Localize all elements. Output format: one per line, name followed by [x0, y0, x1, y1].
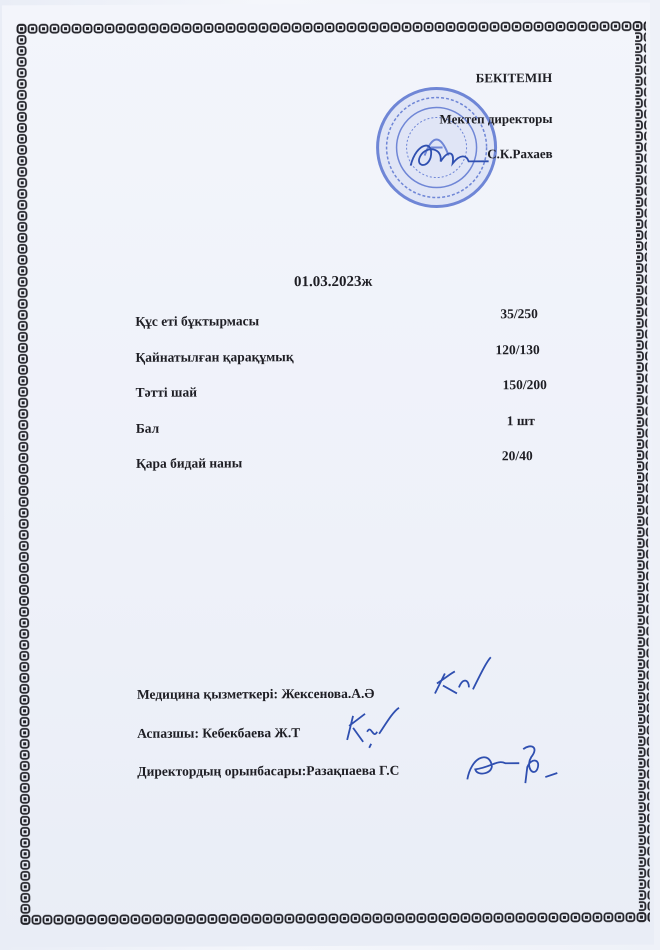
medical-signature [429, 653, 501, 699]
menu-portion: 120/130 [495, 342, 540, 358]
menu-portion: 20/40 [501, 448, 533, 464]
approval-block [439, 71, 552, 160]
menu-portion: 35/250 [500, 306, 538, 322]
menu-portion: 1 шт [506, 413, 535, 429]
menu-dish: Құс еті бұктырмасы [135, 313, 260, 329]
menu-dish: Қара бидай наны [135, 455, 243, 471]
deputy-director-signature [461, 737, 561, 787]
document-sheet [2, 3, 654, 948]
menu-dish: Қайнатылған қарақұмық [135, 349, 294, 365]
menu-portion: 150/200 [502, 377, 547, 393]
menu-date: 01.03.2023ж [293, 273, 373, 291]
staff-medical: Медицина қызметкері: Жексенова.А.Ә [136, 685, 375, 702]
menu-dish: Тәтті шай [135, 384, 197, 400]
menu-dish: Бал [135, 420, 160, 436]
approval-role: Мектеп директоры [439, 111, 553, 127]
decorative-border [16, 21, 650, 926]
approval-name: С.К.Рахаев [487, 146, 553, 162]
approval-title: БЕКІТЕМІН [475, 70, 553, 86]
staff-cook: Аспазшы: Кебекбаева Ж.Т [137, 725, 301, 741]
staff-deputy-director: Директордың орынбасары:Разақпаева Г.С [137, 762, 400, 779]
cook-signature [339, 704, 409, 750]
